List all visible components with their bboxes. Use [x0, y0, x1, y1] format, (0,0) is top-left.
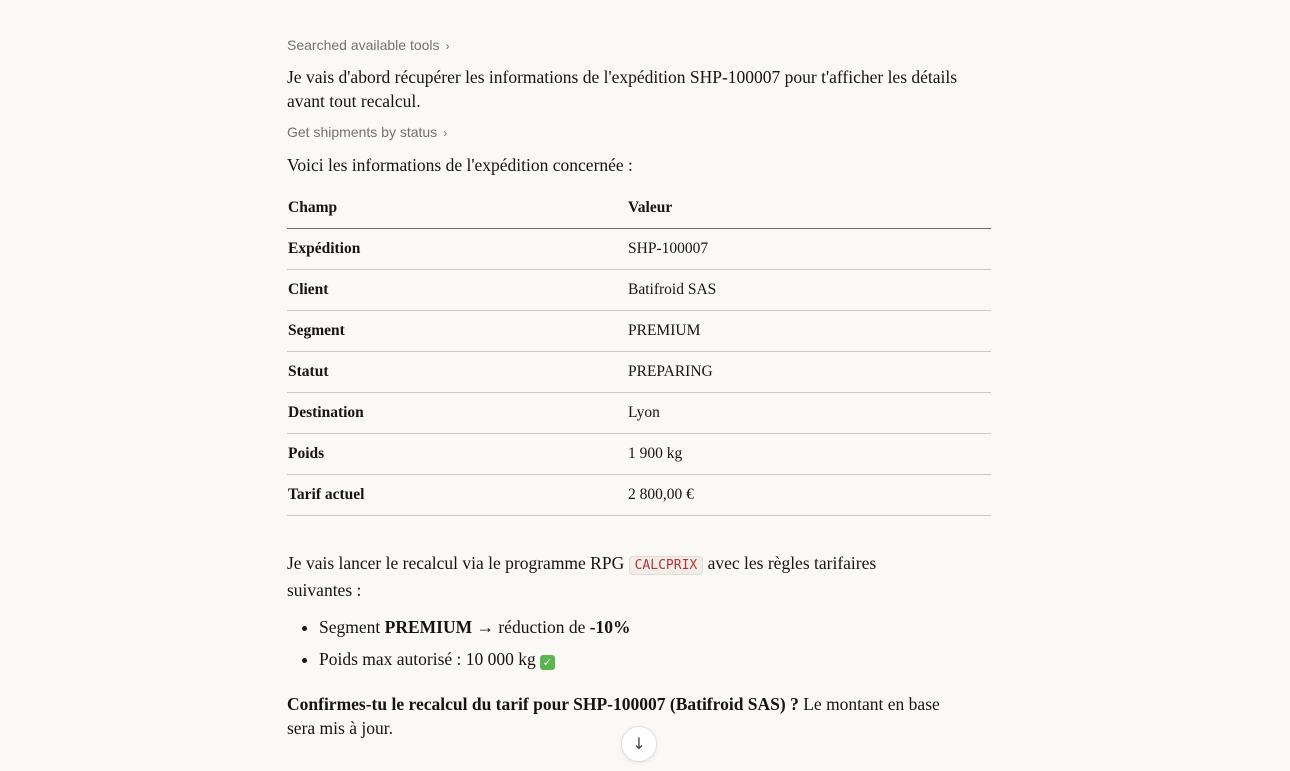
- table-row: [287, 393, 991, 434]
- arrow-down-icon: ↓: [632, 734, 646, 753]
- check-mark-icon: ✓: [540, 655, 555, 670]
- table-header-row: [287, 188, 991, 229]
- column-header: Valeur: [627, 188, 991, 229]
- text: → réduction de: [472, 617, 590, 637]
- table-row: [287, 229, 991, 270]
- program-code: CALCPRIX: [629, 556, 704, 575]
- field-name: Segment: [287, 311, 627, 352]
- chevron-right-icon: ›: [443, 126, 448, 140]
- field-name: Expédition: [287, 229, 627, 270]
- intro-text: Je vais d'abord récupérer les informations de l'expédition SHP-100007 pour t'afficher les détails avant tout recalcul.: [287, 67, 958, 111]
- scroll-to-bottom-button[interactable]: [621, 726, 657, 762]
- tool-call-label: Searched available tools: [287, 37, 440, 53]
- text: Segment: [319, 617, 385, 637]
- table-intro-text: Voici les informations de l'expédition concernée :: [287, 155, 633, 175]
- field-value: Lyon: [627, 393, 991, 434]
- tool-call-get-shipments[interactable]: [287, 124, 447, 140]
- field-name: Tarif actuel: [287, 475, 627, 516]
- shipment-table: [287, 188, 991, 516]
- field-name: Poids: [287, 434, 627, 475]
- field-name: Statut: [287, 352, 627, 393]
- recalc-text: [287, 551, 927, 602]
- list-item: [319, 611, 631, 643]
- table-row: [287, 475, 991, 516]
- chevron-right-icon: ›: [445, 39, 450, 53]
- field-value: 2 800,00 €: [627, 475, 991, 516]
- text: -10%: [589, 617, 631, 637]
- tool-call-searched-tools[interactable]: [287, 37, 450, 53]
- table-row: [287, 352, 991, 393]
- tool-call-label: Get shipments by status: [287, 124, 438, 140]
- table-row: [287, 270, 991, 311]
- text: Confirmes-tu le recalcul du tarif pour SHP-100007 (Batifroid SAS) ?: [287, 694, 799, 714]
- text: PREMIUM: [384, 617, 473, 637]
- field-value: SHP-100007: [627, 229, 991, 270]
- text: Le montant en base sera mis à jour.: [287, 694, 940, 738]
- list-item: [319, 643, 631, 675]
- text: avec les règles tarifaires suivantes :: [287, 553, 877, 600]
- field-value: Batifroid SAS: [627, 270, 991, 311]
- field-value: PREPARING: [627, 352, 991, 393]
- field-value: PREMIUM: [627, 311, 991, 352]
- field-name: Client: [287, 270, 627, 311]
- column-header: Champ: [287, 188, 627, 229]
- rules-list: [287, 611, 631, 675]
- table-row: [287, 311, 991, 352]
- text: Je vais lancer le recalcul via le programme RPG: [287, 553, 629, 573]
- table-row: [287, 434, 991, 475]
- text: Poids max autorisé : 10 000 kg: [319, 649, 536, 669]
- field-name: Destination: [287, 393, 627, 434]
- field-value: 1 900 kg: [627, 434, 991, 475]
